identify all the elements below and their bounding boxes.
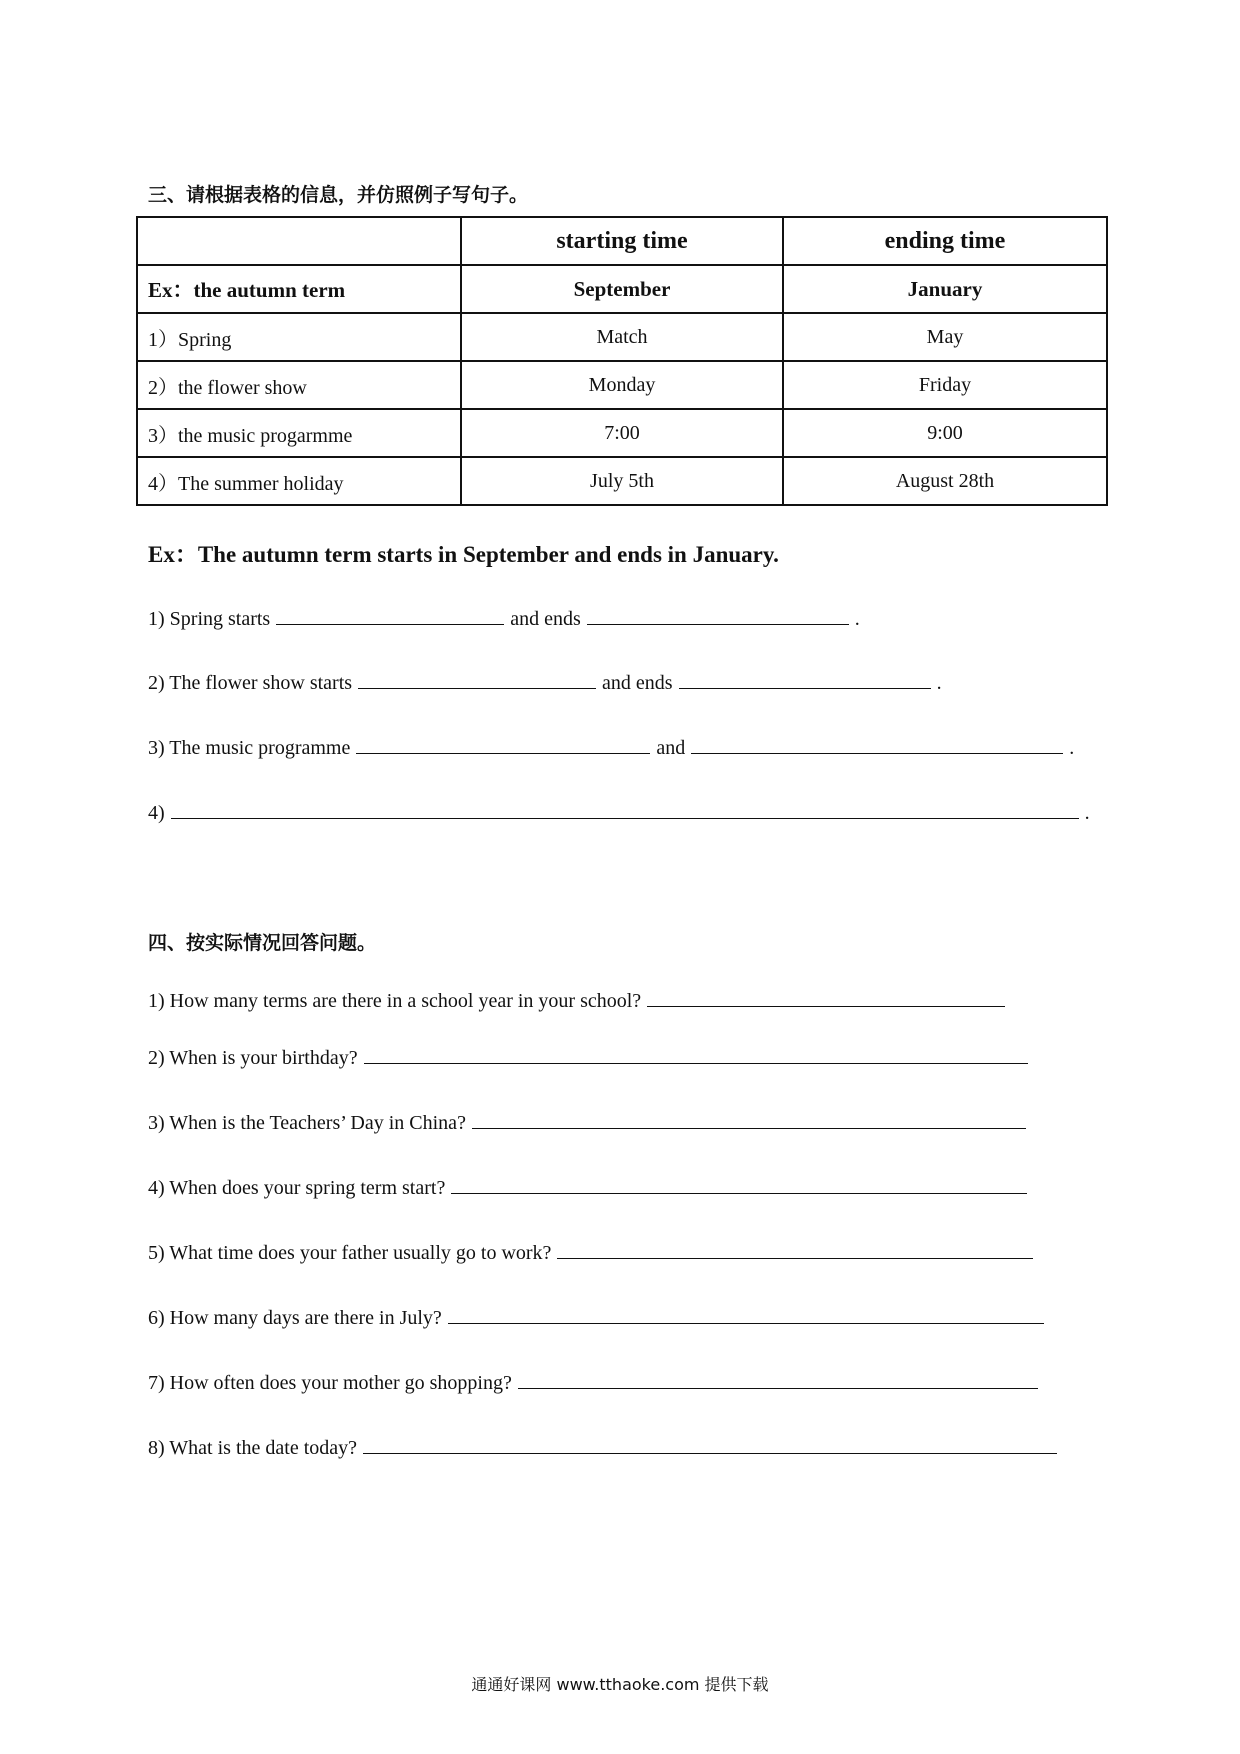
question-5 — [148, 1238, 1033, 1265]
answer-blank[interactable] — [691, 733, 1063, 754]
table-row — [137, 265, 1107, 313]
answer-line[interactable] — [472, 1108, 1026, 1129]
exercise-2 — [148, 668, 942, 695]
exercise-middle: and — [656, 737, 686, 759]
answer-blank[interactable] — [356, 733, 650, 754]
answer-line[interactable] — [363, 1433, 1057, 1454]
table-cell: January — [783, 265, 1107, 313]
exercise-prefix: 3) The music programme — [148, 737, 351, 759]
example-sentence: Ex：The autumn term starts in September and ends in January. — [148, 542, 779, 567]
answer-line[interactable] — [448, 1303, 1044, 1324]
table-row — [137, 361, 1107, 409]
table-cell: August 28th — [783, 457, 1107, 505]
question-text: 3) When is the Teachers’ Day in China? — [148, 1112, 466, 1134]
exercise-middle: and ends — [510, 608, 581, 630]
table-cell: Match — [461, 313, 783, 361]
answer-line[interactable] — [557, 1238, 1033, 1259]
question-3 — [148, 1108, 1026, 1135]
exercise-middle: and ends — [602, 672, 673, 694]
table-row — [137, 457, 1107, 505]
section-3-title: 三、请根据表格的信息，并仿照例子写句子。 — [148, 184, 529, 206]
table-cell: Ex：the autumn term — [137, 265, 461, 313]
exercise-end: . — [936, 672, 942, 694]
table-cell: 4）The summer holiday — [137, 457, 461, 505]
time-table — [136, 216, 1108, 506]
question-2 — [148, 1043, 1028, 1070]
table-cell: 2）the flower show — [137, 361, 461, 409]
exercise-end: . — [854, 608, 860, 630]
table-header-row — [137, 217, 1107, 265]
table-cell: 1）Spring — [137, 313, 461, 361]
table-header-cell: ending time — [783, 217, 1107, 265]
exercise-end: . — [1069, 737, 1075, 759]
question-text: 1) How many terms are there in a school year in your school? — [148, 990, 642, 1012]
table-cell: May — [783, 313, 1107, 361]
answer-blank[interactable] — [171, 798, 1079, 819]
table-cell: Monday — [461, 361, 783, 409]
question-text: 6) How many days are there in July? — [148, 1307, 442, 1329]
question-1 — [148, 986, 1005, 1013]
answer-line[interactable] — [518, 1368, 1038, 1389]
exercise-prefix: 4) — [148, 802, 165, 824]
table-cell: July 5th — [461, 457, 783, 505]
question-6 — [148, 1303, 1044, 1330]
table-row — [137, 409, 1107, 457]
table-cell: 9:00 — [783, 409, 1107, 457]
exercise-3 — [148, 733, 1074, 760]
question-text: 4) When does your spring term start? — [148, 1177, 446, 1199]
question-4 — [148, 1173, 1027, 1200]
question-text: 8) What is the date today? — [148, 1437, 358, 1459]
answer-blank[interactable] — [358, 668, 596, 689]
exercise-prefix: 1) Spring starts — [148, 608, 271, 630]
question-text: 7) How often does your mother go shopping? — [148, 1372, 512, 1394]
answer-line[interactable] — [364, 1043, 1028, 1064]
question-7 — [148, 1368, 1038, 1395]
exercise-end: . — [1084, 802, 1090, 824]
question-text: 2) When is your birthday? — [148, 1047, 358, 1069]
table-row — [137, 313, 1107, 361]
table-header-cell — [137, 217, 461, 265]
exercise-prefix: 2) The flower show starts — [148, 672, 353, 694]
answer-blank[interactable] — [276, 604, 504, 625]
question-text: 5) What time does your father usually go to work? — [148, 1242, 552, 1264]
table-cell: September — [461, 265, 783, 313]
table-header-cell: starting time — [461, 217, 783, 265]
exercise-1 — [148, 604, 860, 631]
answer-blank[interactable] — [587, 604, 849, 625]
table-cell: 3）the music progarmme — [137, 409, 461, 457]
table-cell: Friday — [783, 361, 1107, 409]
question-8 — [148, 1433, 1057, 1460]
answer-blank[interactable] — [679, 668, 931, 689]
exercise-4 — [148, 798, 1090, 825]
answer-line[interactable] — [451, 1173, 1027, 1194]
footer-credit: 通通好课网 www.tthaoke.com 提供下载 — [471, 1675, 769, 1694]
table-cell: 7:00 — [461, 409, 783, 457]
section-4-title: 四、按实际情况回答问题。 — [148, 932, 377, 954]
answer-line[interactable] — [647, 986, 1005, 1007]
